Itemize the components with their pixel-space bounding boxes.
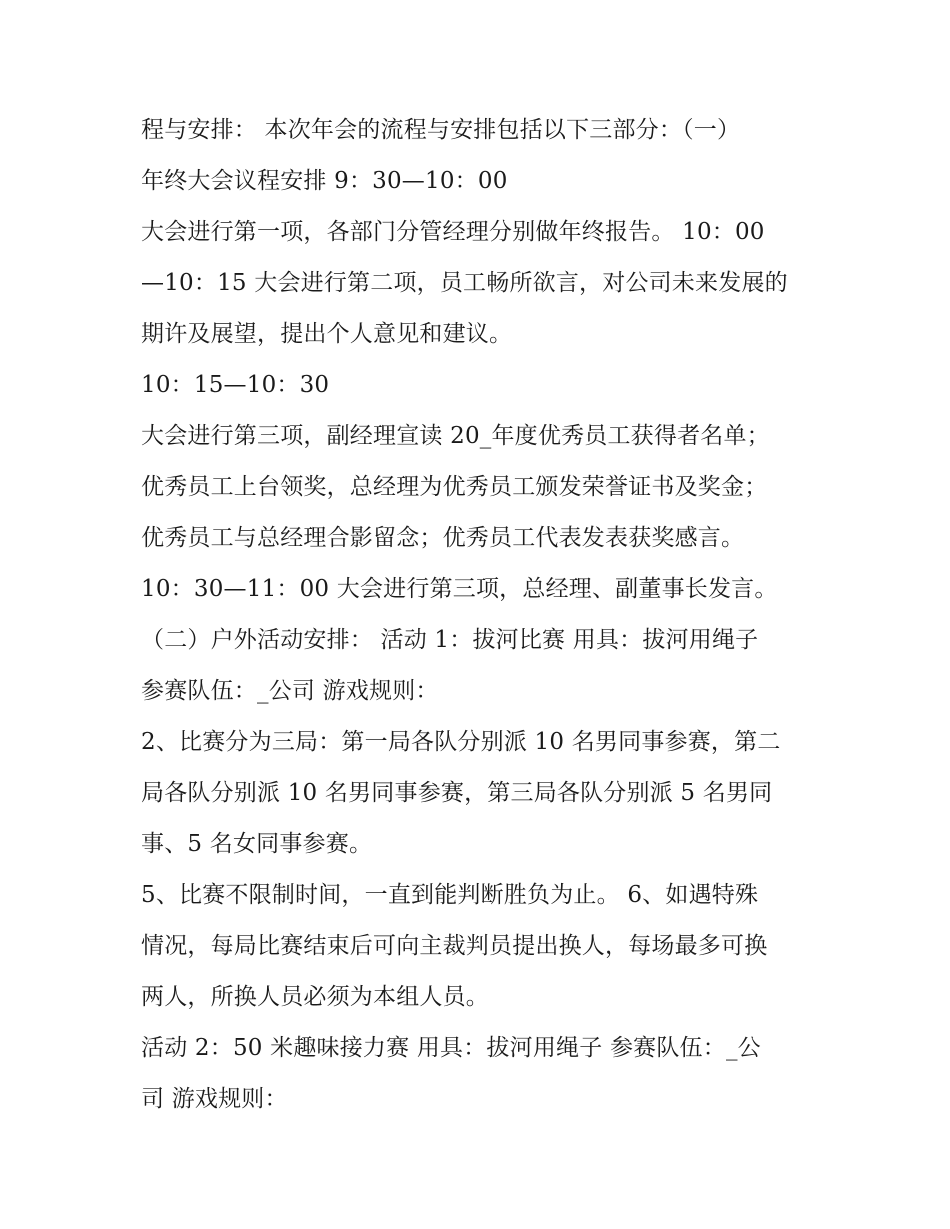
text-line: （二）户外活动安排： 活动 1：拔河比赛 用具：拔河用绳子 <box>141 627 759 653</box>
text-line: 期许及展望，提出个人意见和建议。 <box>141 321 513 347</box>
text-line: 年终大会议程安排 9：30—10：00 <box>141 168 508 194</box>
text-line: 大会进行第三项，副经理宣读 20_年度优秀员工获得者名单； <box>141 423 770 449</box>
text-line: 司 游戏规则： <box>141 1086 288 1112</box>
text-line: 参赛队伍：_公司 游戏规则： <box>141 678 439 704</box>
text-line: 10：30—11：00 大会进行第三项，总经理、副董事长发言。 <box>141 576 778 602</box>
text-line: 情况，每局比赛结束后可向主裁判员提出换人，每场最多可换 <box>141 933 768 959</box>
text-line: 活动 2：50 米趣味接力赛 用具：拔河用绳子 参赛队伍：_公 <box>141 1035 761 1061</box>
text-line: 10：15—10：30 <box>141 372 330 398</box>
text-line: 两人，所换人员必须为本组人员。 <box>141 984 489 1010</box>
text-line: 优秀员工上台领奖，总经理为优秀员工颁发荣誉证书及奖金； <box>141 474 768 500</box>
text-line: —10：15 大会进行第二项，员工畅所欲言，对公司未来发展的 <box>141 270 788 296</box>
text-line: 局各队分别派 10 名男同事参赛，第三局各队分别派 5 名男同 <box>141 780 773 806</box>
text-line: 2、比赛分为三局：第一局各队分别派 10 名男同事参赛，第二 <box>141 729 781 755</box>
text-line: 大会进行第一项，各部门分管经理分别做年终报告。 10：00 <box>141 219 765 245</box>
text-line: 程与安排： 本次年会的流程与安排包括以下三部分：（一） <box>141 117 741 143</box>
text-line: 事、5 名女同事参赛。 <box>141 831 373 857</box>
text-line: 5、比赛不限制时间，一直到能判断胜负为止。 6、如遇特殊 <box>141 882 759 908</box>
text-line: 优秀员工与总经理合影留念；优秀员工代表发表获奖感言。 <box>141 525 745 551</box>
